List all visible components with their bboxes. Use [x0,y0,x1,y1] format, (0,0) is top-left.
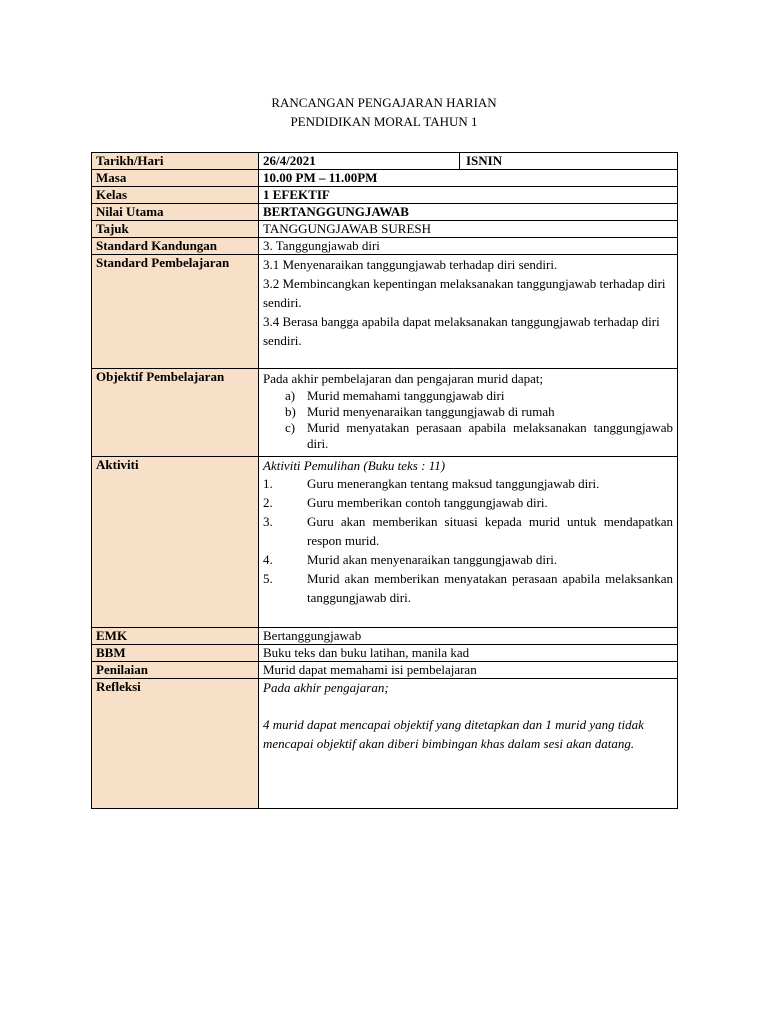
row-standard-kandungan [92,238,678,255]
item-text: Murid menyenaraikan tanggungjawab di rumah [307,404,555,419]
label-kelas: Kelas [92,187,259,204]
list-item [263,474,673,493]
item-text: Murid menyatakan perasaan apabila melaksanakan tanggungjawab diri. [307,420,673,451]
value-bbm: Buku teks dan buku latihan, manila kad [259,645,678,662]
aktiviti-list [263,474,673,607]
aktiviti-heading: Aktiviti Pemulihan (Buku teks : 11) [263,458,446,473]
list-item [263,404,673,420]
row-refleksi [92,679,678,809]
document-subtitle: PENDIDIKAN MORAL TAHUN 1 [290,114,478,129]
value-kelas: 1 EFEKTIF [259,187,678,204]
row-bbm [92,645,678,662]
label-penilaian: Penilaian [92,662,259,679]
item-mark: 2. [263,495,273,510]
row-kelas [92,187,678,204]
row-tarikh [92,153,678,170]
label-tarikh: Tarikh/Hari [92,153,259,170]
item-mark: 1. [263,476,273,491]
list-item [263,420,673,452]
item-text: Murid akan menyenaraikan tanggungjawab diri. [307,552,558,567]
day-value: ISNIN [466,153,503,168]
value-tajuk: TANGGUNGJAWAB SURESH [259,221,678,238]
objektif-intro: Pada akhir pembelajaran dan pengajaran murid dapat; [263,371,544,386]
label-masa: Masa [92,170,259,187]
list-item [263,550,673,569]
label-refleksi: Refleksi [92,679,259,809]
label-tajuk: Tajuk [92,221,259,238]
list-item [263,493,673,512]
row-aktiviti [92,457,678,628]
value-objektif [259,369,678,457]
item-mark: 3. [263,514,273,529]
value-aktiviti [259,457,678,628]
label-aktiviti: Aktiviti [92,457,259,628]
date-day-divider [459,153,460,169]
value-nilai: BERTANGGUNGJAWAB [259,204,678,221]
sp-item: 3.1 Menyenaraikan tanggungjawab terhadap diri sendiri. [263,257,558,272]
list-item [263,512,673,550]
item-mark: b) [285,404,296,419]
row-standard-pembelajaran [92,255,678,369]
refleksi-intro: Pada akhir pengajaran; [263,680,389,695]
label-objektif: Objektif Pembelajaran [92,369,259,457]
item-text: Guru memberikan contoh tanggungjawab diri. [307,495,548,510]
document-title: RANCANGAN PENGAJARAN HARIAN [271,95,497,110]
sp-item: 3.2 Membincangkan kepentingan melaksanakan tanggungjawab terhadap diri sendiri. [263,276,666,310]
item-text: Guru akan memberikan situasi kepada murid untuk mendapatkan respon murid. [307,514,673,548]
refleksi-body: 4 murid dapat mencapai objektif yang ditetapkan dan 1 murid yang tidak mencapai objektif akan diberi bimbingan khas dalam sesi akan datang. [263,717,644,751]
row-nilai [92,204,678,221]
item-mark: c) [285,420,296,435]
row-masa [92,170,678,187]
row-objektif [92,369,678,457]
objektif-list [263,388,673,452]
lesson-plan-table [91,152,678,809]
list-item [263,388,673,404]
date-value: 26/4/2021 [263,153,316,168]
value-tarikh [259,153,678,170]
label-bbm: BBM [92,645,259,662]
row-tajuk [92,221,678,238]
label-standard-kandungan: Standard Kandungan [92,238,259,255]
item-text: Murid akan memberikan menyatakan perasaan apabila melaksankan tanggungjawab diri. [307,571,673,605]
list-item [263,569,673,607]
item-mark: 4. [263,552,273,567]
row-emk [92,628,678,645]
label-standard-pembelajaran: Standard Pembelajaran [92,255,259,369]
row-penilaian [92,662,678,679]
value-masa: 10.00 PM – 11.00PM [259,170,678,187]
value-refleksi [259,679,678,809]
value-emk: Bertanggungjawab [259,628,678,645]
item-text: Guru menerangkan tentang maksud tanggungjawab diri. [307,476,600,491]
value-penilaian: Murid dapat memahami isi pembelajaran [259,662,678,679]
label-nilai: Nilai Utama [92,204,259,221]
label-emk: EMK [92,628,259,645]
sp-item: 3.4 Berasa bangga apabila dapat melaksanakan tanggungjawab terhadap diri sendiri. [263,314,660,348]
item-mark: a) [285,388,296,403]
value-standard-kandungan: 3. Tanggungjawab diri [259,238,678,255]
item-text: Murid memahami tanggungjawab diri [307,388,505,403]
item-mark: 5. [263,571,273,586]
value-standard-pembelajaran [259,255,678,369]
